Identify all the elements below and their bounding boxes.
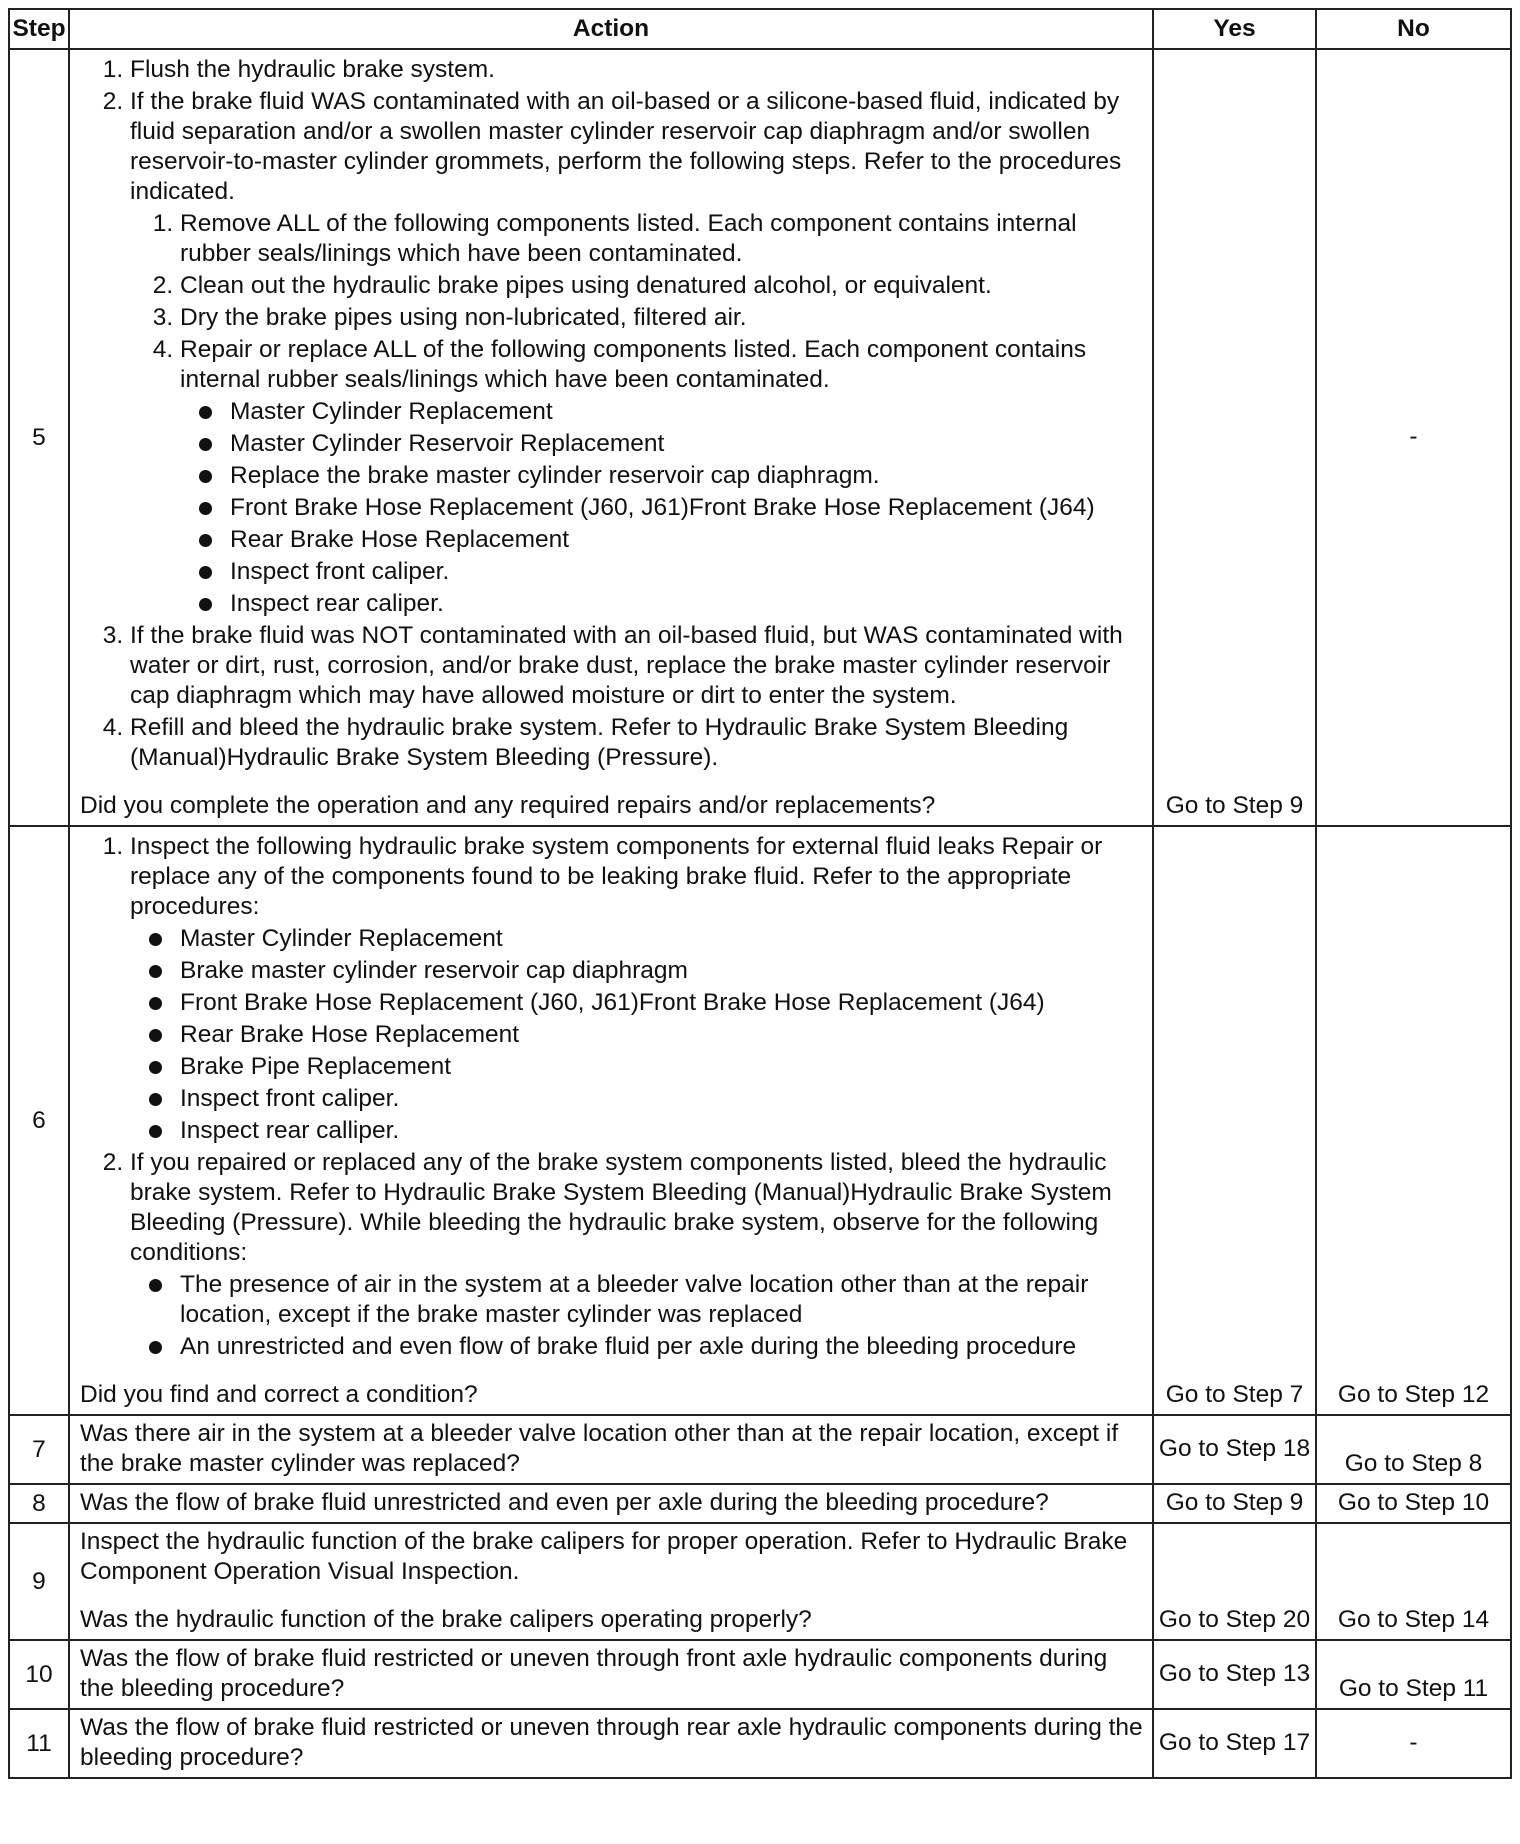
list-item	[130, 1148, 1144, 1362]
sub-list-item: 1. Remove ALL of the following components listed. Each component contains internal rubber seals/linings which have been contaminated.	[180, 209, 1144, 269]
table-row-step-11	[9, 1709, 1511, 1778]
sub-list	[130, 209, 1144, 619]
table-row-step-8	[9, 1484, 1511, 1523]
bullet-item: Inspect rear calliper.	[180, 1116, 1144, 1146]
question-text: Did you find and correct a condition?	[80, 1381, 478, 1408]
header-yes: Yes	[1153, 9, 1316, 49]
step-number: 6	[9, 826, 69, 1415]
list-item	[130, 87, 1144, 619]
list-item	[130, 832, 1144, 1146]
bullet-item: Front Brake Hose Replacement (J60, J61)Front Brake Hose Replacement (J64)	[230, 493, 1144, 523]
bullet-item: Front Brake Hose Replacement (J60, J61)Front Brake Hose Replacement (J64)	[180, 988, 1144, 1018]
sub-list-item: 3. Dry the brake pipes using non-lubricated, filtered air.	[180, 303, 1144, 333]
bullet-item: Master Cylinder Replacement	[230, 397, 1144, 427]
table-row-step-7	[9, 1415, 1511, 1484]
yes-result: Go to Step 20	[1153, 1523, 1316, 1640]
diagnostic-table	[8, 8, 1512, 1779]
yes-result: Go to Step 18	[1153, 1415, 1316, 1484]
table-row-step-6	[9, 826, 1511, 1415]
step-number: 9	[9, 1523, 69, 1640]
header-no: No	[1316, 9, 1511, 49]
bullet-item: Brake Pipe Replacement	[180, 1052, 1144, 1082]
bullet-list	[130, 924, 1144, 1146]
action-text: Inspect the hydraulic function of the brake calipers for proper operation. Refer to Hydraulic Brake Component Operation Visual Inspection.	[80, 1528, 1128, 1585]
list-item-text: If the brake fluid WAS contaminated with an oil-based or a silicone-based fluid, indicated by fluid separation and/or a swollen master cylinder reservoir cap diaphragm and/or swollen reservoir-to-master cylinder grommets, perform the following steps. Refer to the procedures indicated.	[130, 88, 1122, 205]
yes-result: Go to Step 13	[1153, 1640, 1316, 1709]
step-number: 10	[9, 1640, 69, 1709]
diagnostic-table-document	[8, 8, 1510, 1779]
bullet-item: Replace the brake master cylinder reservoir cap diaphragm.	[230, 461, 1144, 491]
no-result: Go to Step 14	[1316, 1523, 1511, 1640]
bullet-item: Inspect front caliper.	[180, 1084, 1144, 1114]
step-number: 7	[9, 1415, 69, 1484]
sub-list-item	[180, 335, 1144, 619]
header-row	[9, 9, 1511, 49]
list-item: 3. If the brake fluid was NOT contaminated with an oil-based fluid, but WAS contaminated with water or dirt, rust, corrosion, and/or brake dust, replace the brake master cylinder reservoir cap diaphragm which may have allowed moisture or dirt to enter the system.	[130, 621, 1144, 711]
list-item: 1. Flush the hydraulic brake system.	[130, 55, 1144, 85]
yes-result: Go to Step 9	[1153, 1484, 1316, 1523]
bullet-item: Master Cylinder Reservoir Replacement	[230, 429, 1144, 459]
header-step: Step	[9, 9, 69, 49]
yes-result: Go to Step 7	[1153, 826, 1316, 1415]
no-result: -	[1316, 49, 1511, 826]
table-row-step-10	[9, 1640, 1511, 1709]
bullet-item: Inspect front caliper.	[230, 557, 1144, 587]
bullet-item: An unrestricted and even flow of brake fluid per axle during the bleeding procedure	[180, 1332, 1144, 1362]
table-row-step-5	[9, 49, 1511, 826]
bullet-item: Inspect rear caliper.	[230, 589, 1144, 619]
bullet-item: Master Cylinder Replacement	[180, 924, 1144, 954]
question-text: Was the hydraulic function of the brake calipers operating properly?	[80, 1606, 812, 1633]
yes-result: Go to Step 9	[1153, 49, 1316, 826]
no-result: Go to Step 8	[1316, 1415, 1511, 1484]
bullet-item: Rear Brake Hose Replacement	[230, 525, 1144, 555]
no-result: Go to Step 10	[1316, 1484, 1511, 1523]
list-item: 4. Refill and bleed the hydraulic brake system. Refer to Hydraulic Brake System Bleeding (Manual)Hydraulic Brake System Bleeding (Pressure).	[130, 713, 1144, 773]
action-text: Was the flow of brake fluid unrestricted and even per axle during the bleeding procedure?	[69, 1484, 1153, 1523]
step-number: 11	[9, 1709, 69, 1778]
action-text: Was there air in the system at a bleeder valve location other than at the repair location, except if the brake master cylinder was replaced?	[69, 1415, 1153, 1484]
table-row-step-9	[9, 1523, 1511, 1640]
no-result: Go to Step 11	[1316, 1640, 1511, 1709]
action-list	[80, 832, 1144, 1362]
list-item-text: Inspect the following hydraulic brake system components for external fluid leaks Repair or replace any of the components found to be leaking brake fluid. Refer to the appropriate procedures:	[130, 833, 1103, 920]
action-cell	[69, 826, 1153, 1415]
header-action: Action	[69, 9, 1153, 49]
bullet-item: Rear Brake Hose Replacement	[180, 1020, 1144, 1050]
no-result: -	[1316, 1709, 1511, 1778]
step-number: 8	[9, 1484, 69, 1523]
action-text: Was the flow of brake fluid restricted or uneven through front axle hydraulic components during the bleeding procedure?	[69, 1640, 1153, 1709]
bullet-list	[130, 1270, 1144, 1362]
sub-list-item: 2. Clean out the hydraulic brake pipes using denatured alcohol, or equivalent.	[180, 271, 1144, 301]
action-cell	[69, 49, 1153, 826]
no-result: Go to Step 12	[1316, 826, 1511, 1415]
action-text: Was the flow of brake fluid restricted or uneven through rear axle hydraulic components during the bleeding procedure?	[69, 1709, 1153, 1778]
bullet-item: Brake master cylinder reservoir cap diaphragm	[180, 956, 1144, 986]
bullet-item: The presence of air in the system at a bleeder valve location other than at the repair location, except if the brake master cylinder was replaced	[180, 1270, 1144, 1330]
action-list	[80, 55, 1144, 773]
yes-result: Go to Step 17	[1153, 1709, 1316, 1778]
step-number: 5	[9, 49, 69, 826]
bullet-list	[180, 397, 1144, 619]
sub-list-item-text: Repair or replace ALL of the following components listed. Each component contains internal rubber seals/linings which have been contaminated.	[180, 336, 1087, 393]
action-cell	[69, 1523, 1153, 1640]
list-item-text: If you repaired or replaced any of the brake system components listed, bleed the hydraulic brake system. Refer to Hydraulic Brake System Bleeding (Manual)Hydraulic Brake System Bleeding (Pressure). While bleeding the hydraulic brake system, observe for the following conditions:	[130, 1149, 1112, 1266]
question-text: Did you complete the operation and any required repairs and/or replacements?	[80, 792, 936, 819]
